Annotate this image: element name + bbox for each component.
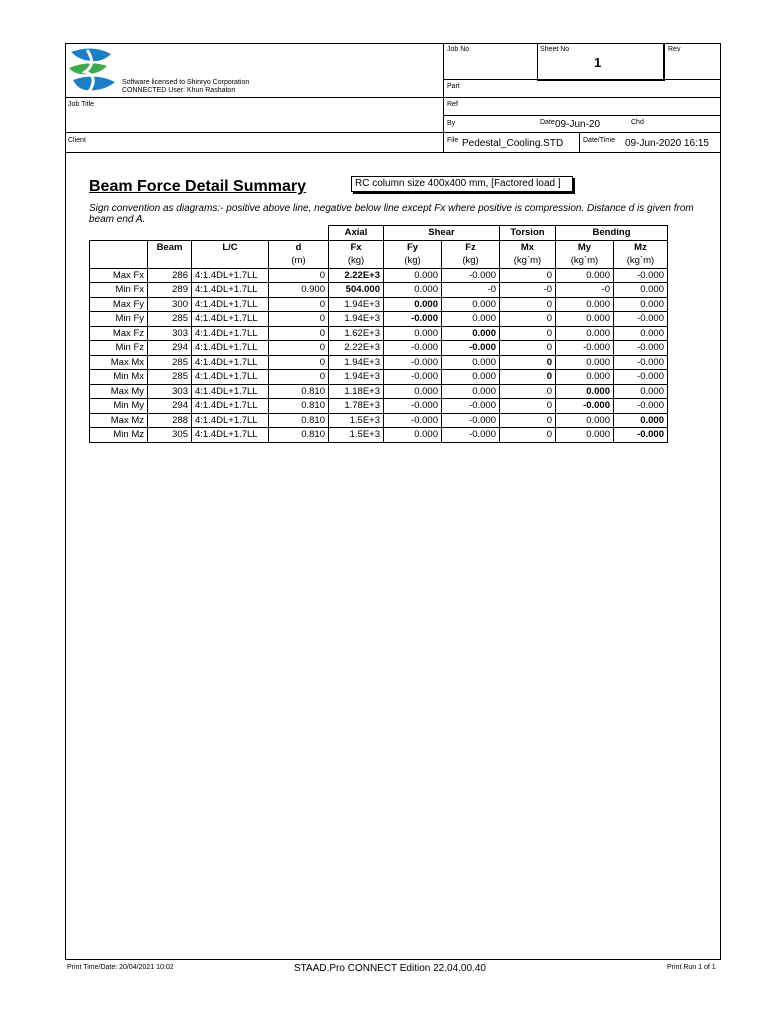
table-row (90, 312, 668, 327)
mz-cell: -0.000 (614, 341, 668, 356)
fz-cell: -0.000 (442, 268, 500, 283)
license-line-2: CONNECTED User: Khun Rashaton (122, 87, 236, 94)
lc-cell: 4:1.4DL+1.7LL (192, 428, 269, 443)
sheet-box-shadow (663, 43, 665, 81)
mx-cell: 0 (500, 355, 556, 370)
row-label: Max Mx (90, 355, 148, 370)
lc-cell: 4:1.4DL+1.7LL (192, 341, 269, 356)
table-row (90, 268, 668, 283)
fz-cell: -0.000 (442, 399, 500, 414)
header-divider (65, 152, 721, 153)
beam-cell: 286 (148, 268, 192, 283)
row-label: Min Fz (90, 341, 148, 356)
mx-cell: 0 (500, 384, 556, 399)
beam-cell: 285 (148, 370, 192, 385)
mz-cell: -0.000 (614, 355, 668, 370)
rev-label: Rev (668, 46, 681, 53)
file-value: Pedestal_Cooling.STD (462, 138, 564, 149)
fx-cell: 1.5E+3 (329, 428, 384, 443)
chd-label: Chd (631, 119, 644, 126)
header-divider (65, 97, 721, 98)
col-lc: L/C (192, 240, 269, 254)
sheet-no-value: 1 (594, 55, 602, 70)
d-cell: 0 (269, 326, 329, 341)
mx-cell: -0 (500, 283, 556, 298)
mx-cell: 0 (500, 268, 556, 283)
job-no-label: Job No (447, 46, 470, 53)
col-my: My (556, 240, 614, 254)
datetime-label: Date/Time (583, 137, 616, 144)
my-cell: -0.000 (556, 341, 614, 356)
mz-cell: -0.000 (614, 312, 668, 327)
mx-cell: 0 (500, 399, 556, 414)
units-row (90, 254, 668, 268)
mx-cell: 0 (500, 370, 556, 385)
unit-mx: (kg`m) (500, 254, 556, 268)
lc-cell: 4:1.4DL+1.7LL (192, 399, 269, 414)
lc-cell: 4:1.4DL+1.7LL (192, 268, 269, 283)
my-cell: 0.000 (556, 326, 614, 341)
d-cell: 0.810 (269, 413, 329, 428)
beam-cell: 300 (148, 297, 192, 312)
group-shear: Shear (384, 226, 500, 241)
d-cell: 0 (269, 370, 329, 385)
lc-cell: 4:1.4DL+1.7LL (192, 283, 269, 298)
row-label: Min Mz (90, 428, 148, 443)
row-label: Min My (90, 399, 148, 414)
fx-cell: 1.78E+3 (329, 399, 384, 414)
table-row (90, 283, 668, 298)
date-label: Date (540, 119, 555, 126)
mz-cell: -0.000 (614, 428, 668, 443)
fy-cell: -0.000 (384, 355, 442, 370)
beam-cell: 289 (148, 283, 192, 298)
mz-cell: 0.000 (614, 283, 668, 298)
sheet-no-label: Sheet No (540, 46, 570, 53)
lc-cell: 4:1.4DL+1.7LL (192, 355, 269, 370)
fy-cell: 0.000 (384, 428, 442, 443)
fz-cell: -0 (442, 283, 500, 298)
fy-cell: 0.000 (384, 326, 442, 341)
file-label: File (447, 137, 459, 144)
beam-cell: 285 (148, 355, 192, 370)
col-fz: Fz (442, 240, 500, 254)
beam-force-table (89, 225, 668, 443)
ref-label: Ref (447, 101, 458, 108)
header-divider (579, 132, 580, 152)
mz-cell: 0.000 (614, 297, 668, 312)
lc-cell: 4:1.4DL+1.7LL (192, 413, 269, 428)
license-line-1: Software licensed to Shinryo Corporation (122, 79, 250, 86)
fy-cell: -0.000 (384, 399, 442, 414)
my-cell: 0.000 (556, 370, 614, 385)
fy-cell: -0.000 (384, 413, 442, 428)
fx-cell: 1.18E+3 (329, 384, 384, 399)
mz-cell: 0.000 (614, 413, 668, 428)
mz-cell: -0.000 (614, 399, 668, 414)
fz-cell: 0.000 (442, 355, 500, 370)
beam-cell: 303 (148, 384, 192, 399)
date-value: 09-Jun-20 (555, 119, 601, 130)
rc-column-note: RC column size 400x400 mm, [Factored load ] (351, 176, 573, 192)
fz-cell: 0.000 (442, 384, 500, 399)
fx-cell: 1.5E+3 (329, 413, 384, 428)
beam-cell: 294 (148, 399, 192, 414)
fx-cell: 1.94E+3 (329, 370, 384, 385)
my-cell: 0.000 (556, 384, 614, 399)
part-label: Part (447, 83, 460, 90)
by-label: By (447, 120, 456, 127)
fz-cell: -0.000 (442, 428, 500, 443)
beam-cell: 305 (148, 428, 192, 443)
table-row (90, 428, 668, 443)
beam-cell: 285 (148, 312, 192, 327)
beam-cell: 288 (148, 413, 192, 428)
d-cell: 0 (269, 341, 329, 356)
unit-d: (m) (269, 254, 329, 268)
row-label: Min Mx (90, 370, 148, 385)
fx-cell: 504.000 (329, 283, 384, 298)
print-run: Print Run 1 of 1 (667, 964, 716, 971)
mz-cell: 0.000 (614, 326, 668, 341)
d-cell: 0 (269, 297, 329, 312)
d-cell: 0 (269, 312, 329, 327)
col-fy: Fy (384, 240, 442, 254)
table-row (90, 341, 668, 356)
group-axial: Axial (329, 226, 384, 241)
unit-mz: (kg`m) (614, 254, 668, 268)
fx-cell: 2.22E+3 (329, 268, 384, 283)
row-label: Max Fx (90, 268, 148, 283)
my-cell: 0.000 (556, 428, 614, 443)
col-mz: Mz (614, 240, 668, 254)
mz-cell: 0.000 (614, 384, 668, 399)
group-torsion: Torsion (500, 226, 556, 241)
group-bending: Bending (556, 226, 668, 241)
my-cell: 0.000 (556, 312, 614, 327)
d-cell: 0 (269, 355, 329, 370)
mz-cell: -0.000 (614, 268, 668, 283)
header-divider (537, 43, 538, 79)
print-time: Print Time/Date: 20/04/2021 10:02 (67, 964, 174, 971)
fy-cell: 0.000 (384, 268, 442, 283)
table-row (90, 370, 668, 385)
fx-cell: 2.22E+3 (329, 341, 384, 356)
row-label: Max My (90, 384, 148, 399)
fy-cell: 0.000 (384, 283, 442, 298)
my-cell: -0.000 (556, 399, 614, 414)
fx-cell: 1.94E+3 (329, 312, 384, 327)
table-row (90, 399, 668, 414)
header-divider (443, 43, 444, 152)
unit-fx: (kg) (329, 254, 384, 268)
header-divider (65, 132, 721, 133)
group-header-row (90, 226, 668, 241)
my-cell: 0.000 (556, 355, 614, 370)
sheet-box-shadow (537, 79, 665, 81)
fz-cell: -0.000 (442, 413, 500, 428)
col-beam: Beam (148, 240, 192, 254)
mx-cell: 0 (500, 297, 556, 312)
my-cell: 0.000 (556, 297, 614, 312)
fy-cell: -0.000 (384, 341, 442, 356)
table-row (90, 384, 668, 399)
row-label: Min Fx (90, 283, 148, 298)
d-cell: 0.810 (269, 428, 329, 443)
fz-cell: 0.000 (442, 297, 500, 312)
table-row (90, 297, 668, 312)
d-cell: 0.810 (269, 399, 329, 414)
fx-cell: 1.62E+3 (329, 326, 384, 341)
row-label: Max Mz (90, 413, 148, 428)
mx-cell: 0 (500, 413, 556, 428)
header-divider (443, 115, 721, 116)
fx-cell: 1.94E+3 (329, 355, 384, 370)
datetime-value: 09-Jun-2020 16:15 (625, 138, 709, 149)
my-cell: -0 (556, 283, 614, 298)
fy-cell: -0.000 (384, 370, 442, 385)
sign-convention-note: Sign convention as diagrams:- positive above line, negative below line except Fx where positive is compression. Distance d is given from beam end A. (89, 203, 694, 225)
row-label: Max Fz (90, 326, 148, 341)
row-label: Min Fy (90, 312, 148, 327)
page-title: Beam Force Detail Summary (89, 178, 306, 195)
lc-cell: 4:1.4DL+1.7LL (192, 312, 269, 327)
mz-cell: -0.000 (614, 370, 668, 385)
beam-cell: 303 (148, 326, 192, 341)
col-fx: Fx (329, 240, 384, 254)
column-header-row (90, 240, 668, 254)
table-row (90, 326, 668, 341)
mx-cell: 0 (500, 428, 556, 443)
edition-label: STAAD.Pro CONNECT Edition 22.04.00.40 (294, 963, 486, 974)
fy-cell: 0.000 (384, 297, 442, 312)
fy-cell: 0.000 (384, 384, 442, 399)
fx-cell: 1.94E+3 (329, 297, 384, 312)
fz-cell: 0.000 (442, 370, 500, 385)
beam-cell: 294 (148, 341, 192, 356)
bentley-logo (67, 46, 119, 94)
lc-cell: 4:1.4DL+1.7LL (192, 370, 269, 385)
row-label: Max Fy (90, 297, 148, 312)
lc-cell: 4:1.4DL+1.7LL (192, 384, 269, 399)
lc-cell: 4:1.4DL+1.7LL (192, 297, 269, 312)
fz-cell: -0.000 (442, 341, 500, 356)
unit-fz: (kg) (442, 254, 500, 268)
d-cell: 0.810 (269, 384, 329, 399)
table-row (90, 355, 668, 370)
lc-cell: 4:1.4DL+1.7LL (192, 326, 269, 341)
fz-cell: 0.000 (442, 312, 500, 327)
fy-cell: -0.000 (384, 312, 442, 327)
my-cell: 0.000 (556, 413, 614, 428)
mx-cell: 0 (500, 326, 556, 341)
my-cell: 0.000 (556, 268, 614, 283)
fz-cell: 0.000 (442, 326, 500, 341)
unit-my: (kg`m) (556, 254, 614, 268)
mx-cell: 0 (500, 312, 556, 327)
mx-cell: 0 (500, 341, 556, 356)
client-label: Client (68, 137, 86, 144)
table-row (90, 413, 668, 428)
d-cell: 0.900 (269, 283, 329, 298)
col-mx: Mx (500, 240, 556, 254)
col-d: d (269, 240, 329, 254)
job-title-label: Job Title (68, 101, 95, 108)
d-cell: 0 (269, 268, 329, 283)
unit-fy: (kg) (384, 254, 442, 268)
